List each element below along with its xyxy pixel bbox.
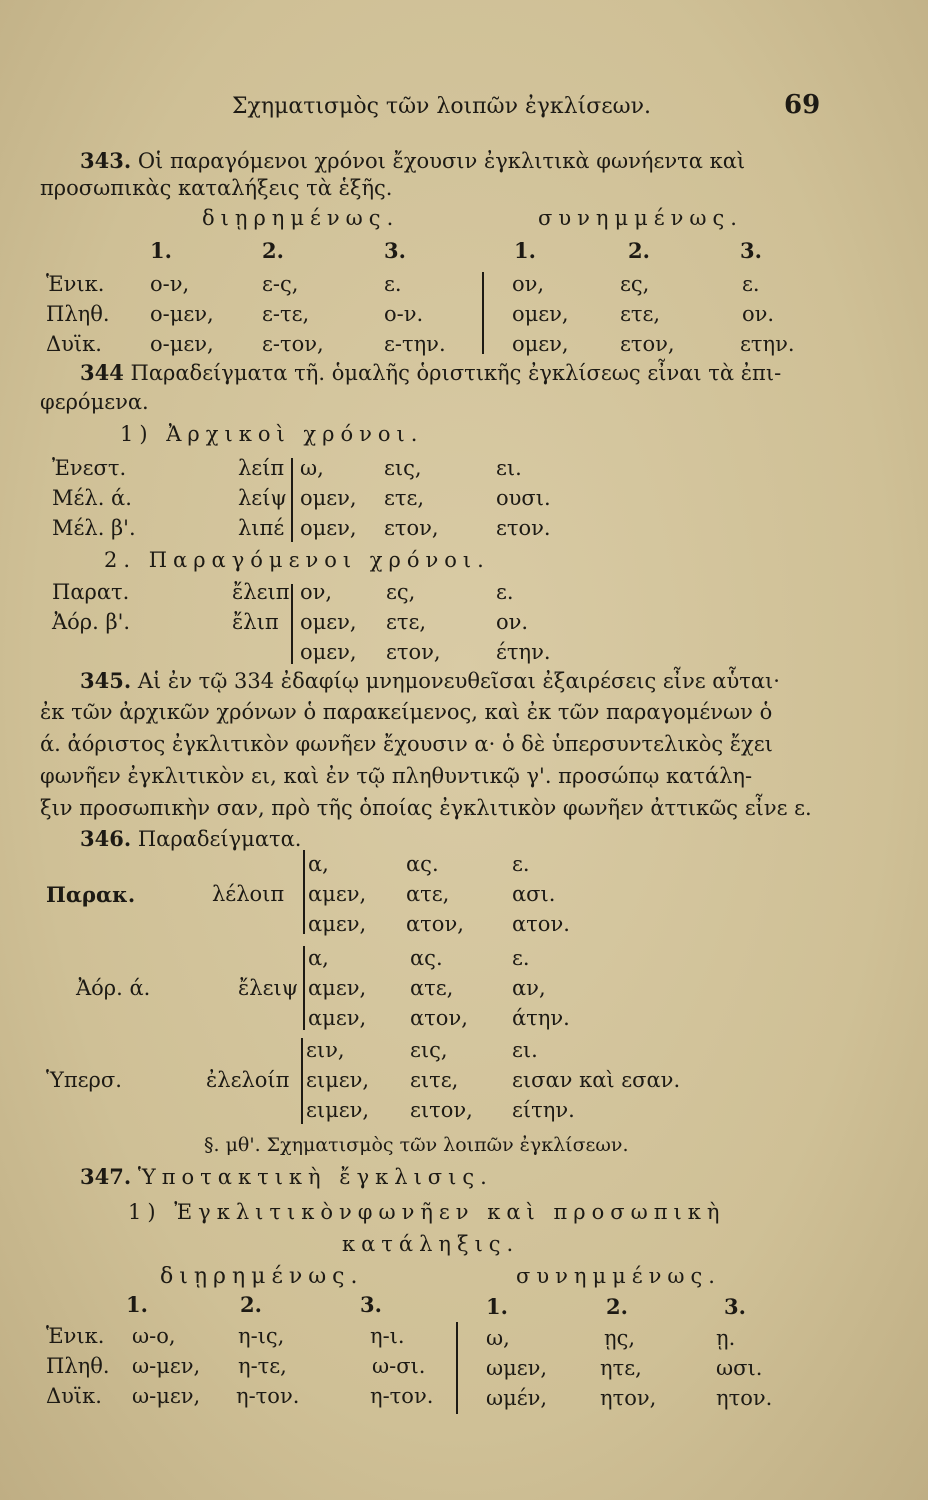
- subheading-line1: 1) Ἐγκλιτικὸνφωνῆεν καὶ προσωπικὴ: [128, 1200, 726, 1224]
- cell: ω-μεν,: [132, 1384, 201, 1408]
- cell: ε.: [512, 946, 530, 970]
- cell: ω-μεν,: [132, 1354, 201, 1378]
- table-head-dieremenos: διῃρημένως.: [160, 1264, 364, 1289]
- cell: ον,: [512, 272, 545, 296]
- paragraph-345-line: ξιν προσωπικὴν σαν, πρὸ τῆς ὁποίας ἐγκλιτικὸν φωνῆεν ἀττικῶς εἶνε ε.: [40, 796, 812, 820]
- cell: η-τον.: [236, 1384, 300, 1408]
- paragraph-345-line1: [80, 668, 780, 693]
- table-divider: [482, 272, 484, 354]
- cell: ω-σι.: [372, 1354, 426, 1378]
- group-label: Ὑπερσ.: [46, 1068, 122, 1092]
- cell: ατον,: [406, 912, 464, 936]
- row-label: Μέλ. ά.: [52, 486, 132, 510]
- row-label: Πληθ.: [46, 302, 110, 326]
- cell: ετην.: [740, 332, 795, 356]
- row-label: Δυϊκ.: [46, 332, 102, 356]
- cell: ε.: [512, 852, 530, 876]
- cell: ετε,: [386, 610, 427, 634]
- cell: ετον,: [386, 640, 441, 664]
- cell: ειμεν,: [306, 1098, 370, 1122]
- section-number: 344: [80, 360, 124, 385]
- cell: ο-ν.: [384, 302, 424, 326]
- cell: ω,: [486, 1326, 510, 1350]
- cell: ωμεν,: [486, 1356, 548, 1380]
- cell: ωμέν,: [486, 1386, 548, 1410]
- section-number: 343.: [80, 148, 132, 173]
- col-head: 2.: [240, 1292, 262, 1317]
- section-number: 345.: [80, 668, 132, 693]
- cell: ον,: [300, 580, 333, 604]
- col-head: 1.: [126, 1292, 148, 1317]
- cell: ε-τον,: [262, 332, 324, 356]
- cell: είτην.: [512, 1098, 575, 1122]
- cell: ῃ.: [716, 1326, 736, 1350]
- cell: ῃς,: [604, 1326, 636, 1350]
- cell: ατε,: [410, 976, 454, 1000]
- cell: ον.: [496, 610, 529, 634]
- text: Παραδείγματα.: [137, 827, 302, 851]
- cell: ατον,: [410, 1006, 468, 1030]
- cell: α,: [308, 852, 329, 876]
- paragraph-345-line: ά. ἀόριστος ἐγκλιτικὸν φωνῆεν ἔχουσιν α· ὁ δὲ ὑπερσυντελικὸς ἔχει: [40, 732, 773, 756]
- subheading-line2: κατάληξις.: [342, 1232, 520, 1256]
- brace-line: [291, 458, 293, 542]
- cell: ον.: [742, 302, 775, 326]
- section-number: 347.: [80, 1164, 132, 1189]
- subheading-archikoi: 1) Ἀρχικοὶ χρόνοι.: [120, 422, 424, 446]
- col-head: 3.: [384, 238, 406, 263]
- stem: ἐλελοίπ: [206, 1068, 290, 1092]
- cell: ατον.: [512, 912, 570, 936]
- cell: ητον,: [600, 1386, 657, 1410]
- row-label: Δυϊκ.: [46, 1384, 102, 1408]
- cell: ετε,: [620, 302, 661, 326]
- page-number: 69: [784, 90, 821, 120]
- table-head-synemmenos: συνημμένως.: [516, 1264, 721, 1288]
- row-label: Ἑνικ.: [46, 1324, 105, 1348]
- paragraph-344-line1: [80, 360, 781, 385]
- cell: ωσι.: [716, 1356, 763, 1380]
- paragraph-343-line2: προσωπικὰς καταλήξεις τὰ ἑξῆς.: [40, 176, 393, 200]
- cell: ας.: [410, 946, 443, 970]
- cell: ουσι.: [496, 486, 551, 510]
- cell: η-ι.: [370, 1324, 405, 1348]
- paragraph-343-line1: [80, 148, 745, 173]
- cell: ομεν,: [300, 610, 357, 634]
- cell: α,: [308, 946, 329, 970]
- col-head: 2.: [628, 238, 650, 263]
- brace-line: [303, 850, 305, 934]
- cell: ω-ο,: [132, 1324, 176, 1348]
- table-head-dieremenos: διῃρημένως.: [202, 206, 400, 230]
- stem: ἔλειψ: [238, 976, 299, 1000]
- row-label: Πληθ.: [46, 1354, 110, 1378]
- cell: ητον.: [716, 1386, 773, 1410]
- paragraph-346-heading: [80, 826, 301, 851]
- section-number: 346.: [80, 826, 132, 851]
- cell: ες,: [386, 580, 416, 604]
- text: Παραδείγματα τῆ. ὁμαλῆς ὁριστικῆς ἐγκλίσεως εἶναι τὰ ἐπι-: [130, 361, 782, 385]
- stem: ἔλιπ: [232, 610, 279, 634]
- col-head: 2.: [606, 1294, 628, 1319]
- col-head: 1.: [486, 1294, 508, 1319]
- col-head: 3.: [740, 238, 762, 263]
- cell: ειν,: [306, 1038, 345, 1062]
- cell: ω,: [300, 456, 324, 480]
- text: Ὑποτακτικὴ ἔγκλισις.: [137, 1165, 493, 1189]
- group-label: Ἀόρ. ά.: [76, 976, 151, 1000]
- col-head: 1.: [150, 238, 172, 263]
- col-head: 2.: [262, 238, 284, 263]
- cell: ες,: [620, 272, 650, 296]
- paragraph-347-heading: [80, 1164, 493, 1189]
- brace-line: [301, 1038, 303, 1124]
- text: Οἱ παραγόμενοι χρόνοι ἔχουσιν ἐγκλιτικὰ φωνήεντα καὶ: [137, 149, 746, 173]
- cell: ετον,: [384, 516, 439, 540]
- group-label: Παρακ.: [46, 882, 136, 907]
- cell: ε-τε,: [262, 302, 310, 326]
- table-head-synemmenos: συνημμένως.: [538, 206, 743, 230]
- cell: αμεν,: [308, 1006, 367, 1030]
- cell: εισαν καὶ εσαν.: [512, 1068, 681, 1092]
- cell: αμεν,: [308, 912, 367, 936]
- cell: εις,: [410, 1038, 448, 1062]
- cell: η-τε,: [238, 1354, 287, 1378]
- stem: ἔλειπ: [232, 580, 290, 604]
- brace-line: [303, 946, 305, 1030]
- cell: ε.: [496, 580, 514, 604]
- row-label: Ἀόρ. β'.: [52, 610, 131, 634]
- stem: λέλοιπ: [212, 882, 285, 906]
- cell: ε.: [742, 272, 760, 296]
- cell: έτην.: [496, 640, 551, 664]
- stem: λείπ: [238, 456, 285, 480]
- row-label: Ἐνεστ.: [52, 456, 127, 480]
- row-label: Παρατ.: [52, 580, 130, 604]
- brace-line: [291, 584, 293, 664]
- paragraph-345-line: ἐκ τῶν ἀρχικῶν χρόνων ὁ παρακείμενος, καὶ ἐκ τῶν παραγομένων ὁ: [40, 700, 773, 724]
- cell: η-ις,: [238, 1324, 285, 1348]
- cell: η-τον.: [370, 1384, 434, 1408]
- cell: ατε,: [406, 882, 450, 906]
- cell: ητε,: [600, 1356, 642, 1380]
- cell: ε.: [384, 272, 402, 296]
- cell: ειμεν,: [306, 1068, 370, 1092]
- cell: ομεν,: [300, 516, 357, 540]
- cell: ειτε,: [410, 1068, 459, 1092]
- row-label: Μέλ. β'.: [52, 516, 136, 540]
- col-head: 3.: [724, 1294, 746, 1319]
- stem: λείψ: [238, 486, 287, 510]
- paragraph-345-line: φωνῆεν ἐγκλιτικὸν ει, καὶ ἐν τῷ πληθυντικῷ γ'. προσώπῳ κατάλη-: [40, 764, 753, 788]
- cell: ε-ς,: [262, 272, 299, 296]
- cell: ετον.: [496, 516, 551, 540]
- cell: ομεν,: [512, 302, 569, 326]
- table-divider: [456, 1322, 458, 1414]
- cell: άτην.: [512, 1006, 570, 1030]
- cell: ομεν,: [512, 332, 569, 356]
- cell: εις,: [384, 456, 422, 480]
- cell: ασι.: [512, 882, 556, 906]
- section-title: §. μθ'. Σχηματισμὸς τῶν λοιπῶν ἐγκλίσεων.: [204, 1134, 629, 1156]
- cell: ομεν,: [300, 486, 357, 510]
- cell: ας.: [406, 852, 439, 876]
- text: Αἱ ἐν τῷ 334 ἐδαφίῳ μνημονευθεῖσαι ἐξαιρέσεις εἶνε αὗται·: [137, 669, 780, 693]
- cell: ο-ν,: [150, 272, 190, 296]
- cell: ει.: [512, 1038, 538, 1062]
- cell: ε-την.: [384, 332, 446, 356]
- running-title: Σχηματισμὸς τῶν λοιπῶν ἐγκλίσεων.: [232, 94, 651, 119]
- subheading-paragomenoi: 2. Παραγόμενοι χρόνοι.: [104, 548, 490, 572]
- cell: ομεν,: [300, 640, 357, 664]
- col-head: 3.: [360, 1292, 382, 1317]
- paragraph-344-line2: φερόμενα.: [40, 390, 149, 414]
- cell: αν,: [512, 976, 546, 1000]
- cell: ο-μεν,: [150, 302, 214, 326]
- cell: ειτον,: [410, 1098, 473, 1122]
- cell: ο-μεν,: [150, 332, 214, 356]
- cell: ει.: [496, 456, 522, 480]
- cell: αμεν,: [308, 976, 367, 1000]
- cell: αμεν,: [308, 882, 367, 906]
- stem: λιπέ: [238, 516, 285, 540]
- row-label: Ἑνικ.: [46, 272, 105, 296]
- cell: ετον,: [620, 332, 675, 356]
- cell: ετε,: [384, 486, 425, 510]
- col-head: 1.: [514, 238, 536, 263]
